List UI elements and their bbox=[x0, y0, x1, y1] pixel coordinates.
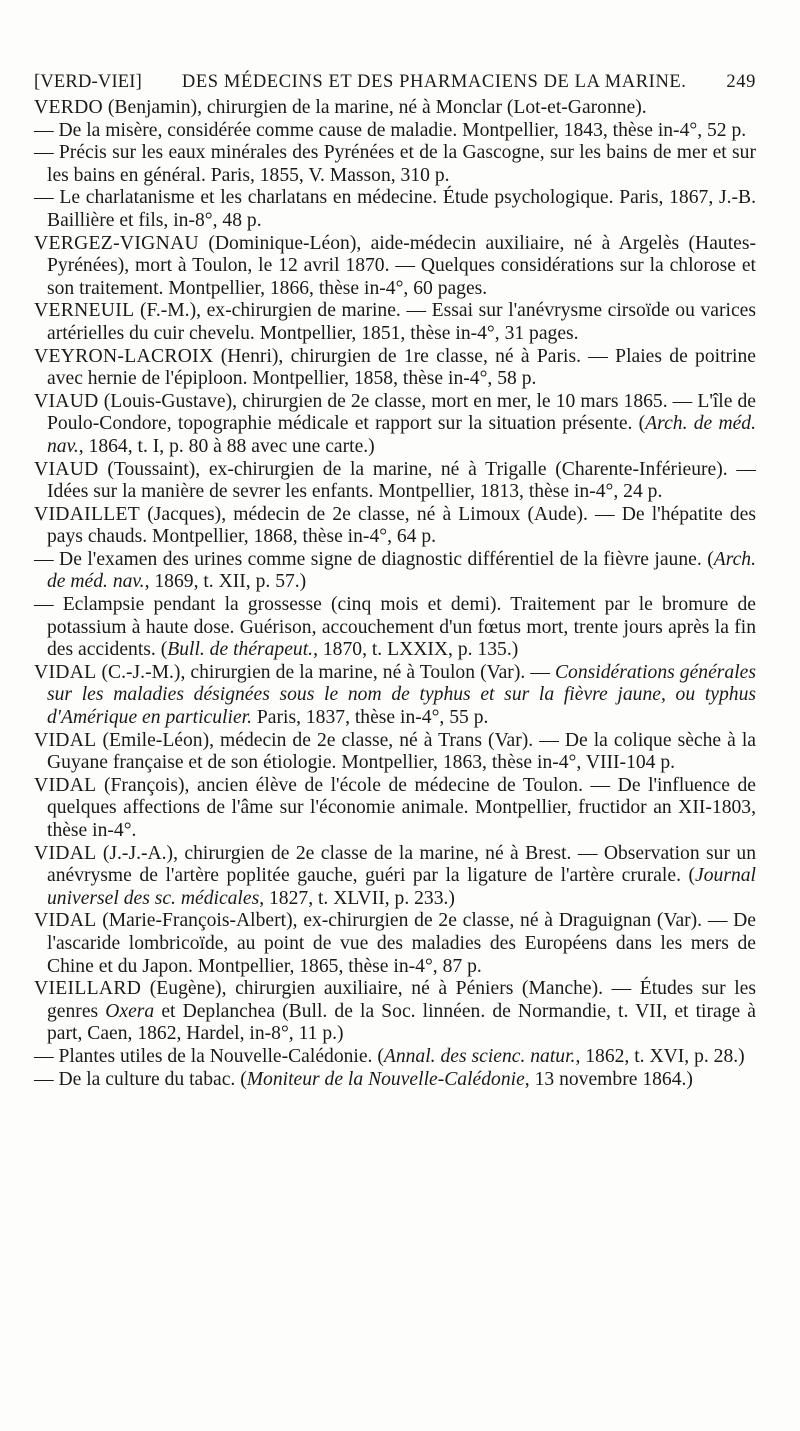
entry-text: (C.-J.-M.), chirurgien de la marine, né à Toulon (Var). — bbox=[96, 661, 555, 683]
entry-name: VIDAILLET bbox=[34, 503, 141, 525]
entry-name: VIAUD bbox=[34, 458, 99, 480]
entry-text-end: , 1864, t. I, p. 80 à 88 avec une carte.) bbox=[78, 435, 375, 457]
entry-text: (Louis-Gustave), chirurgien de 2e classe, mort en mer, le 10 mars 1865. — L'île de Poulo-Condore, topographie médicale et rapport sur la situation présente. ( bbox=[47, 390, 756, 435]
entry-italic: Oxera bbox=[105, 1000, 155, 1022]
entry-italic: Considérations générales sur les maladies désignées sous le nom de typhus et sur la fièvre jaune, ou typhus d'Amérique en particulier. bbox=[47, 661, 756, 729]
bibliography-entry bbox=[34, 97, 756, 120]
sub-entry bbox=[34, 187, 756, 232]
bibliography-entry bbox=[34, 504, 756, 549]
bibliography-entry bbox=[34, 775, 756, 843]
entry-text: (Henri), chirurgien de 1re classe, né à Paris. — Plaies de poitrine avec hernie de l'épiploon. Montpellier, 1858, thèse in-4°, 58 p. bbox=[47, 345, 756, 390]
entry-text: (François), ancien élève de l'école de médecine de Toulon. — De l'influence de quelques affections de l'âme sur l'économie animale. Montpellier, fructidor an XII-1803, thèse in-4°. bbox=[47, 774, 756, 841]
entry-text: (Eugène), chirurgien auxiliaire, né à Péniers (Manche). — Études sur les genres bbox=[47, 978, 756, 1022]
entry-text: — De l'examen des urines comme signe de diagnostic différentiel de la fièvre jaune. ( bbox=[34, 548, 714, 570]
entry-text: (Dominique-Léon), aide-médecin auxiliaire, né à Argelès (Hautes-Pyrénées), mort à Toulon, le 12 avril 1870. — Quelques considérations sur la chlorose et son traitement. Montpellier, 1866, thèse in-4°, 60 pages. bbox=[47, 232, 756, 299]
entry-text-end: , 13 novembre 1864.) bbox=[524, 1068, 693, 1090]
entry-list bbox=[34, 97, 756, 1091]
entry-italic: Arch. de méd. nav. bbox=[47, 548, 756, 593]
bibliography-entry bbox=[34, 459, 756, 504]
bibliography-entry bbox=[34, 391, 756, 459]
sub-entry bbox=[34, 120, 756, 143]
entry-name: VIDAL bbox=[34, 661, 97, 683]
sub-entry bbox=[34, 1046, 756, 1069]
entry-name: VIEILLARD bbox=[34, 978, 142, 1000]
bibliography-entry bbox=[34, 233, 756, 301]
bibliography-entry bbox=[34, 346, 756, 391]
entry-text: — Précis sur les eaux minérales des Pyrénées et de la Gascogne, sur les bains de mer et sur les bains en général. Paris, 1855, V. Masson, 310 p. bbox=[34, 142, 756, 186]
entry-name: VIDAL bbox=[34, 774, 97, 796]
entry-italic: Arch. de méd. nav. bbox=[47, 413, 757, 457]
entry-name: VERNEUIL bbox=[34, 300, 135, 322]
header-range: [VERD-VIEI] bbox=[34, 72, 143, 92]
entry-text-end: , 1827, t. XLVII, p. 233.) bbox=[259, 887, 455, 909]
entry-name: VIDAL bbox=[34, 910, 97, 932]
bibliography-entry bbox=[34, 300, 756, 345]
entry-text-end: , 1869, t. XII, p. 57.) bbox=[144, 571, 307, 593]
entry-text: — Le charlatanisme et les charlatans en médecine. Étude psychologique. Paris, 1867, J.-B. Baillière et fils, in-8°, 48 p. bbox=[34, 187, 756, 231]
sub-entry bbox=[34, 142, 756, 187]
header-title: DES MÉDECINS ET DES PHARMACIENS DE LA MARINE. bbox=[181, 72, 687, 92]
entry-text: (J.-J.-A.), chirurgien de 2e classe de la marine, né à Brest. — Observation sur un anévrysme de l'artère poplitée gauche, guéri par la ligature de l'artère crurale. ( bbox=[47, 842, 756, 887]
entry-name: VERDO bbox=[34, 97, 103, 118]
sub-entry bbox=[34, 594, 756, 662]
sub-entry bbox=[34, 1069, 756, 1092]
bibliography-entry bbox=[34, 910, 756, 978]
bibliography-entry bbox=[34, 730, 756, 775]
entry-text: (Toussaint), ex-chirurgien de la marine, né à Trigalle (Charente-Inférieure). — Idées sur la manière de sevrer les enfants. Montpellier, 1813, thèse in-4°, 24 p. bbox=[47, 458, 756, 503]
entry-name: VIDAL bbox=[34, 842, 97, 864]
running-header bbox=[34, 72, 756, 93]
entry-text: (Benjamin), chirurgien de la marine, né à Monclar (Lot-et-Garonne). bbox=[103, 97, 647, 118]
page-number: 249 bbox=[726, 72, 756, 92]
entry-name: VEYRON-LACROIX bbox=[34, 345, 214, 367]
entry-italic: Annal. des scienc. natur. bbox=[383, 1045, 576, 1067]
entry-text-end: Paris, 1837, thèse in-4°, 55 p. bbox=[252, 707, 489, 729]
entry-name: VERGEZ-VIGNAU bbox=[34, 232, 199, 254]
entry-text: — Plantes utiles de la Nouvelle-Calédonie. ( bbox=[34, 1045, 384, 1067]
entry-name: VIAUD bbox=[34, 390, 99, 412]
entry-text: — Eclampsie pendant la grossesse (cinq mois et demi). Traitement par le bromure de potassium à haute dose. Guérison, accouchement d'un fœtus mort, trente jours après la fin des accidents. ( bbox=[34, 594, 756, 661]
entry-italic: Journal universel des sc. médicales bbox=[47, 865, 756, 909]
entry-text-end: , 1862, t. XVI, p. 28.) bbox=[575, 1045, 745, 1067]
entry-italic: Moniteur de la Nouvelle-Calédonie bbox=[246, 1068, 525, 1090]
entry-text: — De la culture du tabac. ( bbox=[34, 1068, 247, 1090]
bibliography-entry bbox=[34, 662, 756, 730]
entry-text: — De la misère, considérée comme cause de maladie. Montpellier, 1843, thèse in-4°, 52 p. bbox=[34, 119, 747, 141]
entry-text: (F.-M.), ex-chirurgien de marine. — Essai sur l'anévrysme cirsoïde ou varices artérielles du cuir chevelu. Montpellier, 1851, thèse in-4°, 31 pages. bbox=[47, 300, 756, 344]
entry-italic: Bull. de thérapeut. bbox=[167, 639, 314, 661]
bibliography-entry bbox=[34, 978, 756, 1046]
bibliography-entry bbox=[34, 843, 756, 911]
entry-name: VIDAL bbox=[34, 729, 97, 751]
entry-text: (Marie-François-Albert), ex-chirurgien de 2e classe, né à Draguignan (Var). — De l'ascaride lombricoïde, au point de vue des maladies des Européens dans les mers de Chine et du Japon. Montpellier, 1865, thèse in-4°, 87 p. bbox=[47, 910, 756, 977]
entry-text: (Emile-Léon), médecin de 2e classe, né à Trans (Var). — De la colique sèche à la Guyane française et de son étiologie. Montpellier, 1863, thèse in-4°, VIII-104 p. bbox=[47, 729, 756, 774]
entry-text-end: et Deplanchea (Bull. de la Soc. linnéen. de Normandie, t. VII, et tirage à part, Caen, 1862, Hardel, in-8°, 11 p.) bbox=[47, 1000, 756, 1045]
entry-text-end: , 1870, t. LXXIX, p. 135.) bbox=[313, 639, 519, 661]
sub-entry bbox=[34, 549, 756, 594]
entry-text: (Jacques), médecin de 2e classe, né à Limoux (Aude). — De l'hépatite des pays chauds. Montpellier, 1868, thèse in-4°, 64 p. bbox=[47, 503, 756, 548]
